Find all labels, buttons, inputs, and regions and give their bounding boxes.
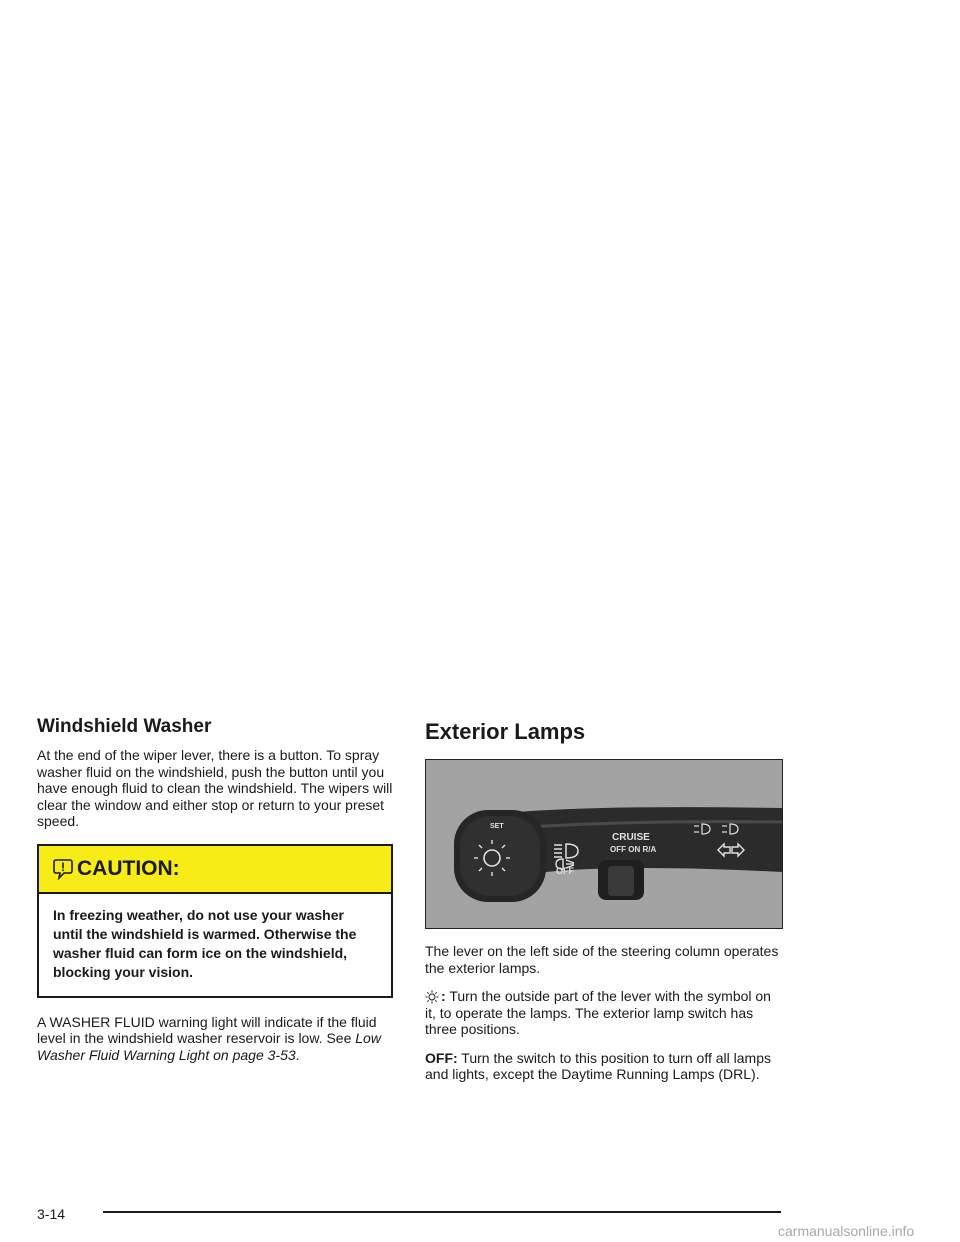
washer-fluid-warning-paragraph	[37, 1014, 393, 1064]
off-label: OFF:	[425, 1049, 458, 1066]
caution-header	[39, 846, 391, 894]
caution-box	[37, 844, 393, 998]
windshield-washer-title: Windshield Washer	[37, 716, 212, 737]
exterior-lamp-symbol-paragraph	[425, 988, 781, 1038]
washer-fluid-warning-text: A WASHER FLUID warning light will indicate if the fluid level in the windshield washer reservoir is low. See	[37, 1013, 377, 1046]
caution-icon	[53, 858, 73, 880]
exterior-lamp-symbol-icon	[425, 990, 439, 1004]
windshield-washer-body: At the end of the wiper lever, there is a button. To spray washer fluid on the windshield, push the button until you have enough fluid to clean the windshield. The wipers will clear the window and either stop or return to your preset speed.	[37, 747, 393, 829]
symbol-colon: :	[441, 988, 446, 1004]
windshield-washer-section	[37, 716, 393, 1075]
exterior-lamps-section	[425, 716, 781, 1095]
caution-text: In freezing weather, do not use your washer until the windshield is warmed. Otherwise the washer fluid can form ice on the windshield, blocking your vision.	[53, 906, 357, 980]
off-text: Turn the switch to this position to turn off all lamps and lights, except the Daytime Running Lamps (DRL).	[425, 1049, 771, 1082]
lever-photo	[425, 759, 783, 929]
low-washer-fluid-link[interactable]: Low Washer Fluid Warning Light on page 3-53	[37, 1030, 381, 1063]
caution-title: CAUTION:	[77, 856, 180, 880]
photo-cruise-positions-label: OFF ON R/A	[610, 845, 657, 854]
symbol-text: Turn the outside part of the lever with the symbol on it, to operate the lamps. The exterior lamp switch has three positions.	[425, 988, 771, 1037]
photo-cruise-label: CRUISE	[612, 832, 650, 843]
watermark: carmanualsonline.info	[778, 1223, 915, 1239]
page-number: 3-14	[37, 1206, 66, 1222]
photo-set-label: SET	[490, 823, 504, 830]
footer-rule	[103, 1211, 781, 1213]
photo-off-label: OFF	[556, 866, 574, 876]
exterior-lamps-intro: The lever on the left side of the steering column operates the exterior lamps.	[425, 943, 779, 976]
exterior-lamps-title: Exterior Lamps	[425, 719, 586, 744]
off-position-paragraph	[425, 1050, 781, 1083]
warning-end-period: .	[295, 1046, 300, 1063]
